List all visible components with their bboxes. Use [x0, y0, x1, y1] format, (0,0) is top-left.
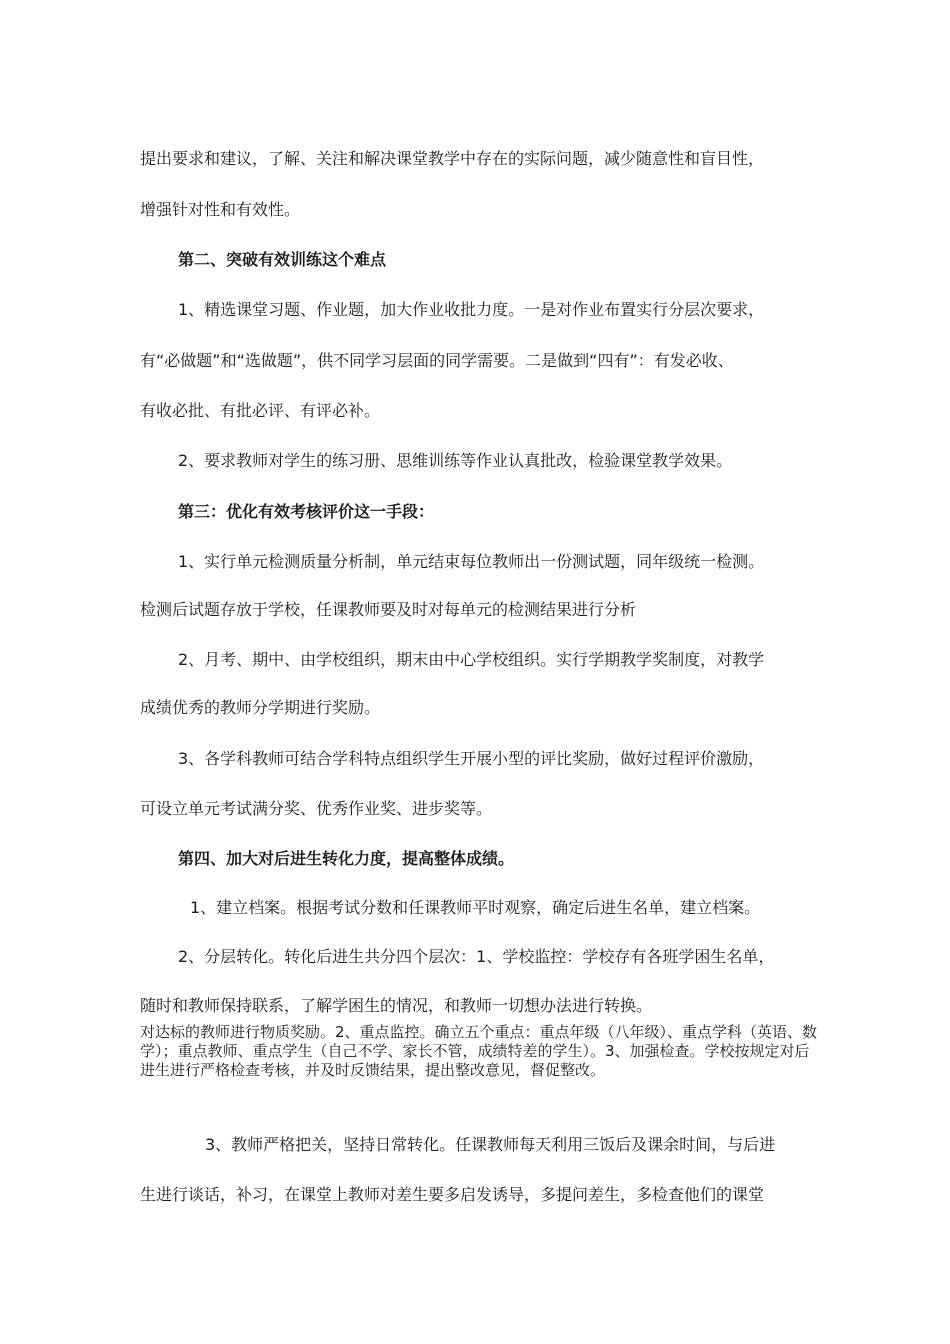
- paragraph-line: 可设立单元考试满分奖、优秀作业奖、进步奖等。: [140, 799, 493, 818]
- paragraph-line: 2、月考、期中、由学校组织，期末由中心学校组织。实行学期教学奖制度，对教学: [178, 650, 765, 669]
- paragraph-line: 有“必做题”和“选做题”，供不同学习层面的同学需要。二是做到“四有”：有发必收、: [140, 351, 734, 370]
- section-heading-2: 第二、突破有效训练这个难点: [178, 250, 387, 269]
- paragraph-line: 检测后试题存放于学校，任课教师要及时对每单元的检测结果进行分析: [140, 600, 637, 619]
- paragraph-line: 1、建立档案。根据考试分数和任课教师平时观察，确定后进生名单，建立档案。: [190, 898, 761, 917]
- paragraph-line: 提出要求和建议，了解、关注和解决课堂教学中存在的实际问题，减少随意性和盲目性，: [140, 149, 765, 168]
- paragraph-line: 3、各学科教师可结合学科特点组织学生开展小型的评比奖励，做好过程评价激励，: [178, 749, 765, 768]
- paragraph-line: 有收必批、有批必评、有评必补。: [140, 401, 381, 420]
- paragraph-line: 1、精选课堂习题、作业题，加大作业收批力度。一是对作业布置实行分层次要求，: [178, 300, 765, 319]
- paragraph-line: 3、教师严格把关，坚持日常转化。任课教师每天利用三饭后及课余时间，与后进: [205, 1135, 776, 1154]
- paragraph-line: 2、要求教师对学生的练习册、思维训练等作业认真批改，检验课堂教学效果。: [178, 451, 733, 470]
- paragraph-line: 随时和教师保持联系，了解学困生的情况，和教师一切想办法进行转换。: [140, 996, 653, 1015]
- dense-paragraph: 对达标的教师进行物质奖励。2、重点监控。确立五个重点：重点年级（八年级）、重点学科（英语、数学）；重点教师、重点学生（自己不学、家长不管，成绩特差的学生）。3、加强检查。学校按规定对后进生进行严格检查考核，并及时反馈结果，提出整改意见，督促整改。: [140, 1023, 818, 1079]
- paragraph-line: 成绩优秀的教师分学期进行奖励。: [140, 698, 381, 717]
- section-heading-4: 第四、加大对后进生转化力度，提高整体成绩。: [178, 849, 515, 868]
- paragraph-line: 1、实行单元检测质量分析制，单元结束每位教师出一份测试题，同年级统一检测。: [178, 552, 765, 571]
- section-heading-3: 第三：优化有效考核评价这一手段：: [178, 502, 435, 521]
- paragraph-line: 增强针对性和有效性。: [140, 200, 301, 219]
- paragraph-line: 生进行谈话，补习，在课堂上教师对差生要多启发诱导，多提问差生，多检查他们的课堂: [140, 1185, 765, 1204]
- paragraph-line: 2、分层转化。转化后进生共分四个层次：1、学校监控：学校存有各班学困生名单，: [178, 947, 775, 966]
